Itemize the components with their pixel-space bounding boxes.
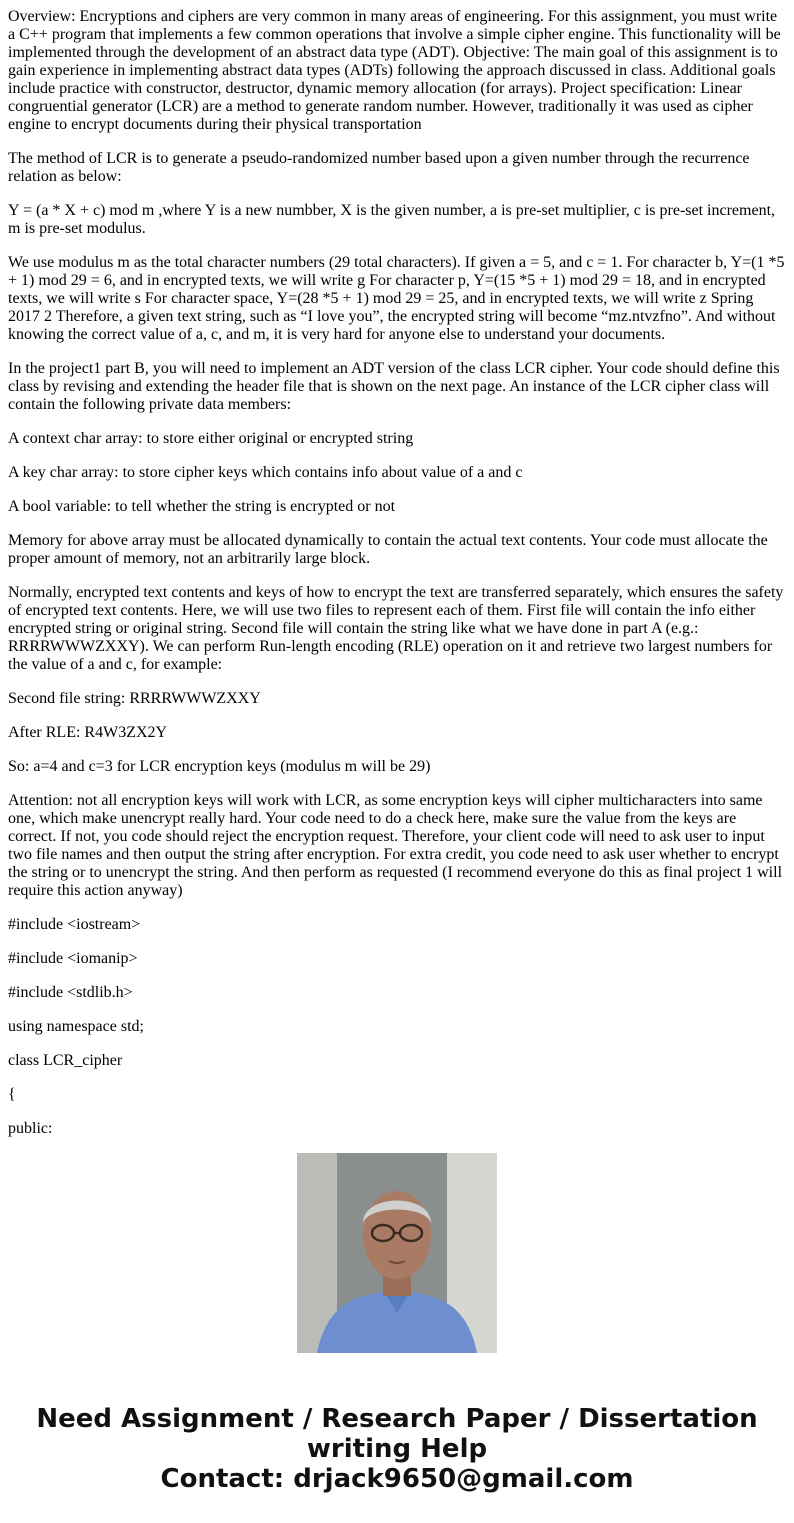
paragraph-attention: Attention: not all encryption keys will work with LCR, as some encryption keys will cipher multicharacters into same one, which make unencrypt really hard. Your code need to do a check here, make sure the value from the keys are correct. If not, you code should reject the encryption request. Therefore, your client code will need to ask user to input two file names and then output the string after encryption. For extra credit, you code need to ask user whether to encrypt the string or to unencrypt the string. And then perform as requested (I recommend everyone do this as final project 1 will require this action anyway) (8, 792, 783, 899)
code-include-iostream: #include <iostream> (8, 916, 141, 933)
paragraph-overview: Overview: Encryptions and ciphers are very common in many areas of engineering. For this assignment, you must write a C++ program that implements a few common operations that involve a simple cipher engine. This functionality will be implemented through the development of an abstract data type (ADT). Objective: The main goal of this assignment is to gain experience in implementing abstract data types (ADTs) following the approach discussed in class. Additional goals include practice with constructor, destructor, dynamic memory allocation (for arrays). Project specification: Linear congruential generator (LCR) are a method to generate random number. However, traditionally it was used as cipher engine to encrypt documents during their physical transportation (8, 8, 781, 133)
paragraph-member-bool: A bool variable: to tell whether the string is encrypted or not (8, 498, 396, 515)
paragraph-second-file: Second file string: RRRRWWWZXXY (8, 690, 261, 707)
paragraph-files: Normally, encrypted text contents and keys of how to encrypt the text are transferred separately, which ensures the safety of encrypted text contents. Here, we will use two files to represent each of them. First file will contain the info either encrypted string or original string. Second file will contain the string like what we have done in part A (e.g.: RRRRWWWZXXY). We can perform Run-length encoding (RLE) operation on it and retrieve two largest numbers for the value of a and c, for example: (8, 584, 784, 673)
paragraph-part-b: In the project1 part B, you will need to implement an ADT version of the class LCR cipher. Your code should define this class by revising and extending the header file that is shown on the next page. An instance of the LCR cipher class will contain the following private data members: (8, 360, 780, 413)
person-portrait-icon (297, 1153, 497, 1353)
paragraph-memory: Memory for above array must be allocated dynamically to contain the actual text contents. Your code must allocate the proper amount of memory, not an arbitrarily large block. (8, 532, 768, 567)
paragraph-member-key: A key char array: to store cipher keys which contains info about value of a and c (8, 464, 523, 481)
code-open-brace: { (8, 1086, 16, 1103)
document-body (8, 8, 786, 1137)
paragraph-method: The method of LCR is to generate a pseudo-randomized number based upon a given number through the recurrence relation as below: (8, 150, 750, 185)
avatar (297, 1153, 497, 1353)
promo-line-2: writing Help (306, 1434, 488, 1464)
promo-banner (0, 1404, 794, 1494)
promo-line-1: Need Assignment / Research Paper / Dissertation (36, 1404, 758, 1434)
code-include-iomanip: #include <iomanip> (8, 950, 138, 967)
paragraph-member-context: A context char array: to store either original or encrypted string (8, 430, 414, 447)
code-using-namespace: using namespace std; (8, 1018, 144, 1035)
code-class-decl: class LCR_cipher (8, 1052, 123, 1069)
paragraph-keys: So: a=4 and c=3 for LCR encryption keys (modulus m will be 29) (8, 758, 431, 775)
code-public: public: (8, 1120, 53, 1137)
paragraph-formula: Y = (a * X + c) mod m ,where Y is a new numbber, X is the given number, a is pre-set multiplier, c is pre-set increment, m is pre-set modulus. (8, 202, 776, 237)
promo-contact: Contact: drjack9650@gmail.com (160, 1464, 634, 1494)
code-include-stdlib: #include <stdlib.h> (8, 984, 133, 1001)
paragraph-after-rle: After RLE: R4W3ZX2Y (8, 724, 168, 741)
paragraph-example: We use modulus m as the total character numbers (29 total characters). If given a = 5, and c = 1. For character b, Y=(1 *5 + 1) mod 29 = 6, and in encrypted texts, we will write g For character p, Y=(15 *5 + 1) mod 29 = 18, and in encrypted texts, we will write s For character space, Y=(28 *5 + 1) mod 29 = 25, and in encrypted texts, we will write z Spring 2017 2 Therefore, a given text string, such as “I love you”, the encrypted string will become “mz.ntvzfno”. And without knowing the correct value of a, c, and m, it is very hard for anyone else to understand your documents. (8, 254, 785, 343)
